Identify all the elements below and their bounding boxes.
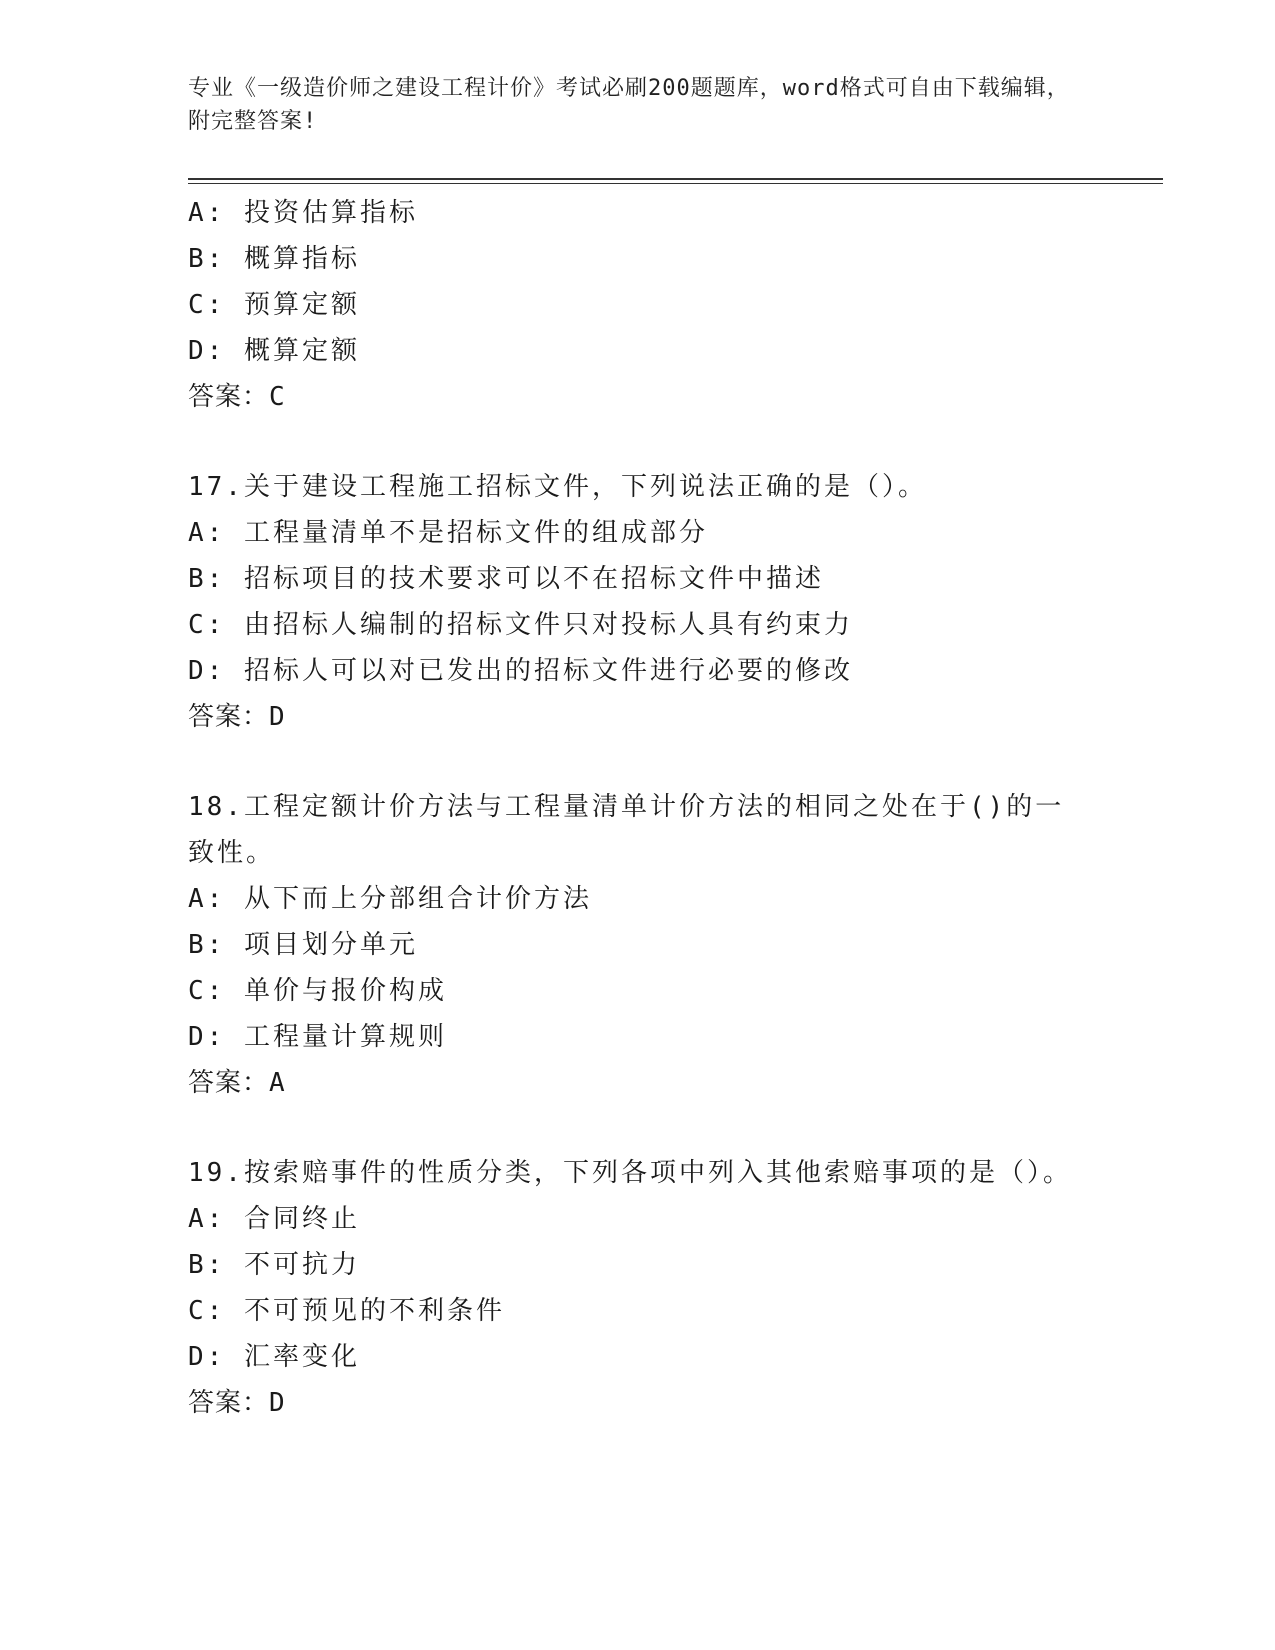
header-rule-secondary — [188, 183, 1163, 184]
option-b: B: 项目划分单元 — [188, 930, 418, 960]
answer: 答案：D — [188, 702, 286, 732]
option-b: B: 不可抗力 — [188, 1250, 360, 1280]
question-block — [188, 464, 1088, 740]
option-c: C: 不可预见的不利条件 — [188, 1296, 505, 1326]
option-a: A: 工程量清单不是招标文件的组成部分 — [188, 518, 708, 548]
header-title: 专业《一级造价师之建设工程计价》考试必刷200题题库，word格式可自由下载编辑，附完整答案! — [188, 76, 1070, 134]
question-stem: 17.关于建设工程施工招标文件，下列说法正确的是（）。 — [188, 472, 927, 502]
question-block — [188, 1150, 1088, 1426]
answer: 答案：C — [188, 382, 286, 412]
option-c: C: 单价与报价构成 — [188, 976, 447, 1006]
option-c: C: 由招标人编制的招标文件只对投标人具有约束力 — [188, 610, 853, 640]
page-header — [188, 72, 1088, 138]
option-d: D: 工程量计算规则 — [188, 1022, 447, 1052]
question-block — [188, 190, 1088, 420]
option-d: D: 招标人可以对已发出的招标文件进行必要的修改 — [188, 656, 853, 686]
option-a: A: 合同终止 — [188, 1204, 360, 1234]
option-c: C: 预算定额 — [188, 290, 360, 320]
question-stem: 19.按索赔事件的性质分类，下列各项中列入其他索赔事项的是（）。 — [188, 1158, 1072, 1188]
option-d: D: 汇率变化 — [188, 1342, 360, 1372]
option-d: D: 概算定额 — [188, 336, 360, 366]
answer: 答案：A — [188, 1068, 286, 1098]
question-list — [188, 190, 1088, 1426]
option-a: A: 投资估算指标 — [188, 198, 418, 228]
question-block — [188, 784, 1088, 1106]
answer: 答案：D — [188, 1388, 286, 1418]
option-b: B: 概算指标 — [188, 244, 360, 274]
header-rule — [188, 178, 1163, 180]
question-stem: 18.工程定额计价方法与工程量清单计价方法的相同之处在于()的一致性。 — [188, 792, 1065, 868]
option-a: A: 从下而上分部组合计价方法 — [188, 884, 592, 914]
option-b: B: 招标项目的技术要求可以不在招标文件中描述 — [188, 564, 824, 594]
